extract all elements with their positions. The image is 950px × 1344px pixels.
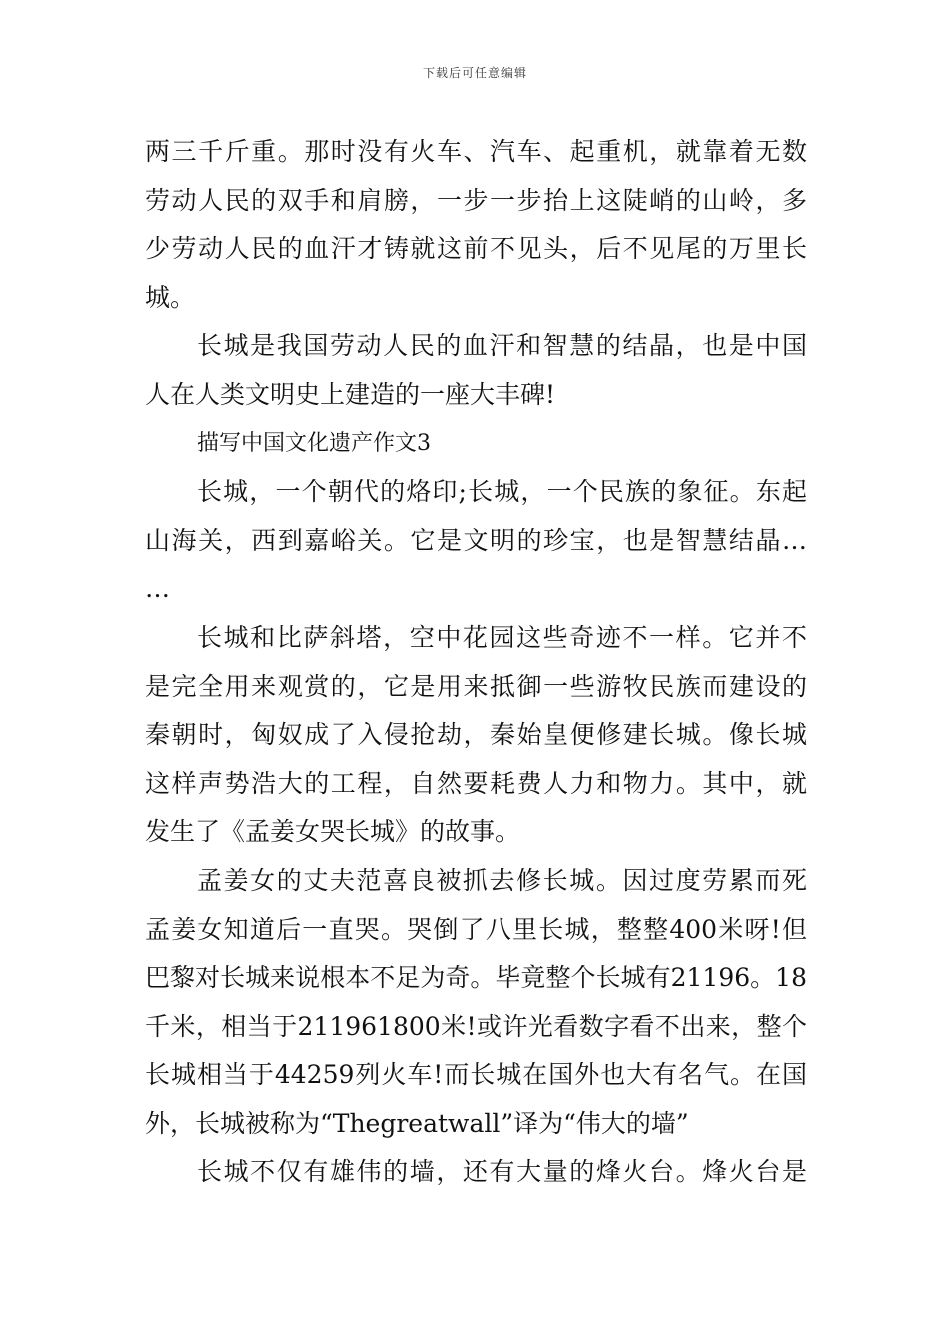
paragraph-start-line: 孟姜女的丈夫范喜良被抓去修长城。因过度劳累而死 bbox=[197, 865, 807, 895]
text-line: 人在人类文明史上建造的一座大丰碑! bbox=[145, 379, 556, 409]
page-header: 下载后可任意编辑 bbox=[422, 66, 527, 80]
text-line: 外，长城被称为“Thegreatwall”译为“伟大的墙” bbox=[145, 1108, 689, 1138]
text-line: 千米，相当于211961800米!或许光看数字看不出来，整个 bbox=[145, 1011, 807, 1041]
paragraph-start-line: 长城和比萨斜塔，空中花园这些奇迹不一样。它并不 bbox=[197, 622, 807, 652]
document-body bbox=[145, 128, 807, 1197]
text-line: 山海关，西到嘉峪关。它是文明的珍宝，也是智慧结晶… bbox=[145, 525, 807, 555]
text-line: 长城相当于44259列火车!而长城在国外也大有名气。在国 bbox=[145, 1060, 807, 1090]
text-line: 孟姜女知道后一直哭。哭倒了八里长城，整整400米呀!但 bbox=[145, 914, 807, 944]
text-line: 发生了《孟姜女哭长城》的故事。 bbox=[145, 817, 521, 847]
paragraph-start-line: 长城是我国劳动人民的血汗和智慧的结晶，也是中国 bbox=[197, 331, 807, 361]
text-line: 是完全用来观赏的，它是用来抵御一些游牧民族而建设的 bbox=[145, 671, 807, 701]
text-line: 这样声势浩大的工程，自然要耗费人力和物力。其中，就 bbox=[145, 768, 807, 798]
text-line: 秦朝时，匈奴成了入侵抢劫，秦始皇便修建长城。像长城 bbox=[145, 720, 807, 750]
text-line: 两三千斤重。那时没有火车、汽车、起重机，就靠着无数 bbox=[145, 137, 807, 166]
text-line: 巴黎对长城来说根本不足为奇。毕竟整个长城有21196。18 bbox=[145, 963, 807, 993]
paragraph-start-line: 长城，一个朝代的烙印;长城，一个民族的象征。东起 bbox=[197, 477, 807, 507]
text-line: 城。 bbox=[145, 282, 196, 312]
paragraph-start-line: 长城不仅有雄伟的墙，还有大量的烽火台。烽火台是 bbox=[197, 1157, 807, 1187]
text-line: 劳动人民的双手和肩膀，一步一步抬上这陡峭的山岭，多 bbox=[145, 185, 807, 215]
text-line: 少劳动人民的血汗才铸就这前不见头，后不见尾的万里长 bbox=[145, 234, 807, 264]
text-line: … bbox=[145, 574, 170, 604]
section-heading: 描写中国文化遗产作文3 bbox=[197, 430, 431, 456]
